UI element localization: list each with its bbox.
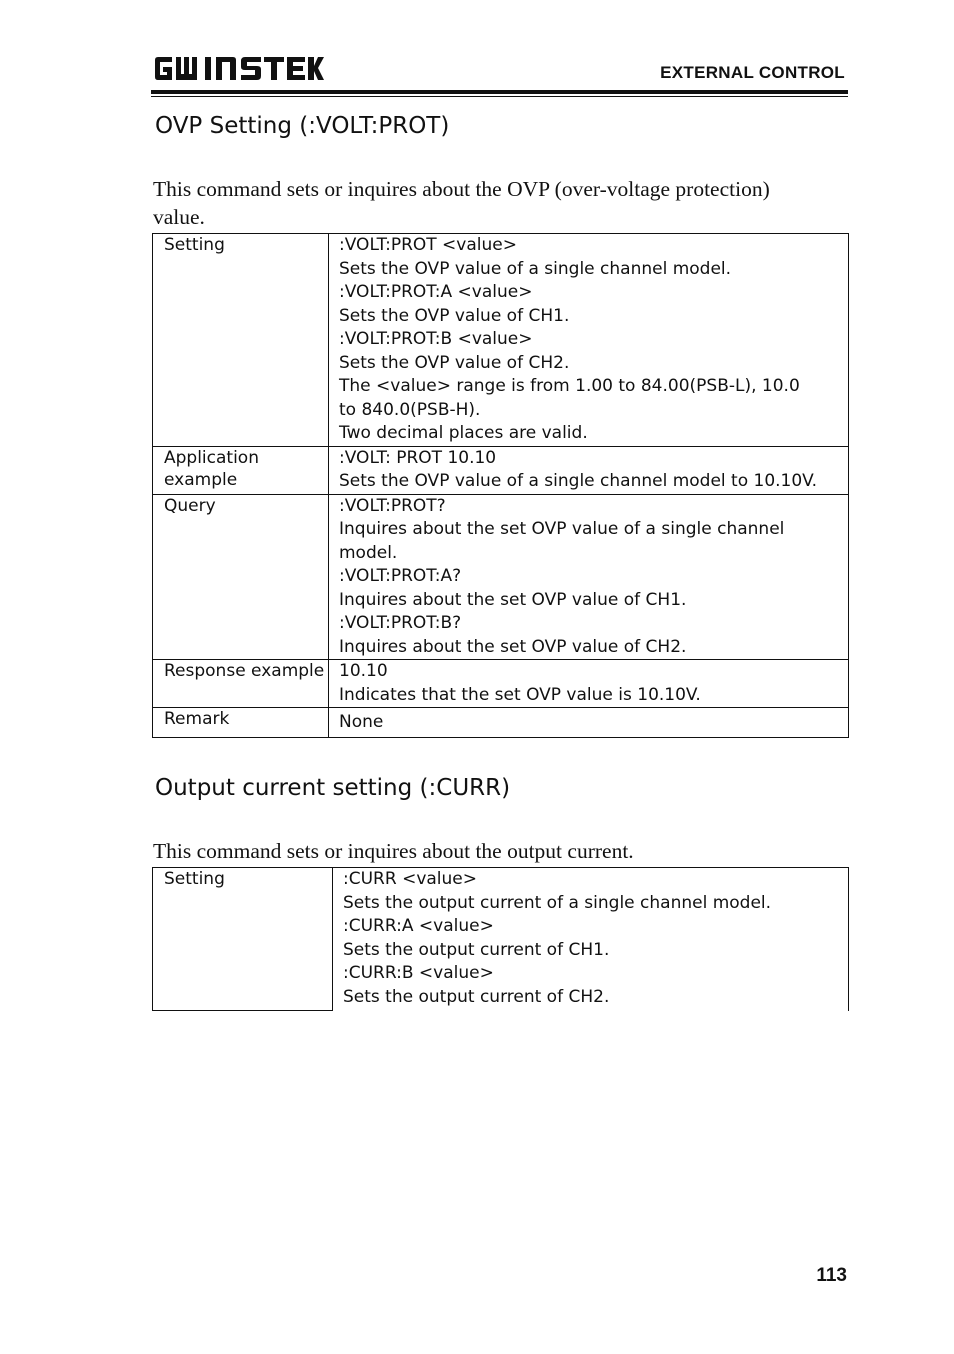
description-text: Inquires about the set OVP value of a single channel model. bbox=[339, 519, 785, 563]
table-row bbox=[153, 868, 849, 1011]
response-value: 10.10 bbox=[339, 661, 388, 681]
gw-instek-logo bbox=[153, 54, 325, 84]
row-label: Remark bbox=[153, 708, 329, 738]
command-syntax: :VOLT:PROT:B? bbox=[339, 613, 462, 633]
row-content bbox=[329, 234, 849, 447]
description-text: Sets the OVP value of CH2. bbox=[339, 352, 570, 373]
table-row bbox=[153, 660, 849, 708]
command-syntax: :CURR:B <value> bbox=[343, 963, 494, 983]
table-row bbox=[153, 446, 849, 494]
table-row bbox=[153, 234, 849, 447]
curr-command-table bbox=[152, 867, 849, 1011]
command-syntax: :VOLT:PROT:A <value> bbox=[339, 282, 533, 302]
header-section-title: EXTERNAL CONTROL bbox=[660, 63, 845, 82]
ovp-intro: This command sets or inquires about the OVP (over-voltage protection) value. bbox=[153, 177, 770, 229]
row-content bbox=[329, 708, 849, 738]
row-label: Setting bbox=[153, 868, 333, 1011]
ovp-command-table bbox=[152, 233, 849, 738]
precision-note: Two decimal places are valid. bbox=[339, 423, 588, 443]
row-content bbox=[329, 494, 849, 660]
row-label: Setting bbox=[153, 234, 329, 447]
description-text: Inquires about the set OVP value of CH1. bbox=[339, 589, 687, 610]
header-rule-thin bbox=[151, 96, 848, 97]
row-label: Application example bbox=[153, 446, 329, 494]
ovp-heading: OVP Setting (:VOLT:PROT) bbox=[155, 113, 450, 139]
header-rule bbox=[151, 90, 848, 94]
table-row bbox=[153, 494, 849, 660]
remark-text: None bbox=[339, 712, 384, 732]
command-syntax: :VOLT:PROT:B <value> bbox=[339, 329, 533, 349]
row-content bbox=[329, 660, 849, 708]
row-label: Response example bbox=[153, 660, 329, 708]
command-syntax: :VOLT:PROT <value> bbox=[339, 235, 517, 255]
curr-heading: Output current setting (:CURR) bbox=[155, 775, 511, 801]
curr-intro: This command sets or inquires about the output current. bbox=[153, 839, 634, 863]
page-number: 113 bbox=[816, 1265, 847, 1286]
description-text: Sets the output current of CH2. bbox=[343, 986, 610, 1007]
description-text: Sets the OVP value of CH1. bbox=[339, 305, 570, 326]
row-content bbox=[333, 868, 849, 1011]
range-note: The <value> range is from 1.00 to 84.00(PSB-L), 10.0 to 840.0(PSB-H). bbox=[339, 376, 800, 420]
description-text: Sets the output current of CH1. bbox=[343, 939, 610, 960]
command-syntax: :CURR <value> bbox=[343, 869, 477, 889]
table-row bbox=[153, 708, 849, 738]
command-syntax: :VOLT:PROT:A? bbox=[339, 566, 462, 586]
command-syntax: :CURR:A <value> bbox=[343, 916, 494, 936]
command-syntax: :VOLT:PROT? bbox=[339, 495, 446, 516]
description-text: Sets the OVP value of a single channel model. bbox=[339, 258, 732, 279]
command-syntax: :VOLT: PROT 10.10 bbox=[339, 447, 497, 468]
description-text: Sets the OVP value of a single channel model to 10.10V. bbox=[339, 471, 818, 491]
row-label: Query bbox=[153, 494, 329, 660]
description-text: Sets the output current of a single channel model. bbox=[343, 892, 772, 913]
description-text: Indicates that the set OVP value is 10.10V. bbox=[339, 684, 701, 705]
description-text: Inquires about the set OVP value of CH2. bbox=[339, 636, 687, 657]
row-content bbox=[329, 446, 849, 494]
